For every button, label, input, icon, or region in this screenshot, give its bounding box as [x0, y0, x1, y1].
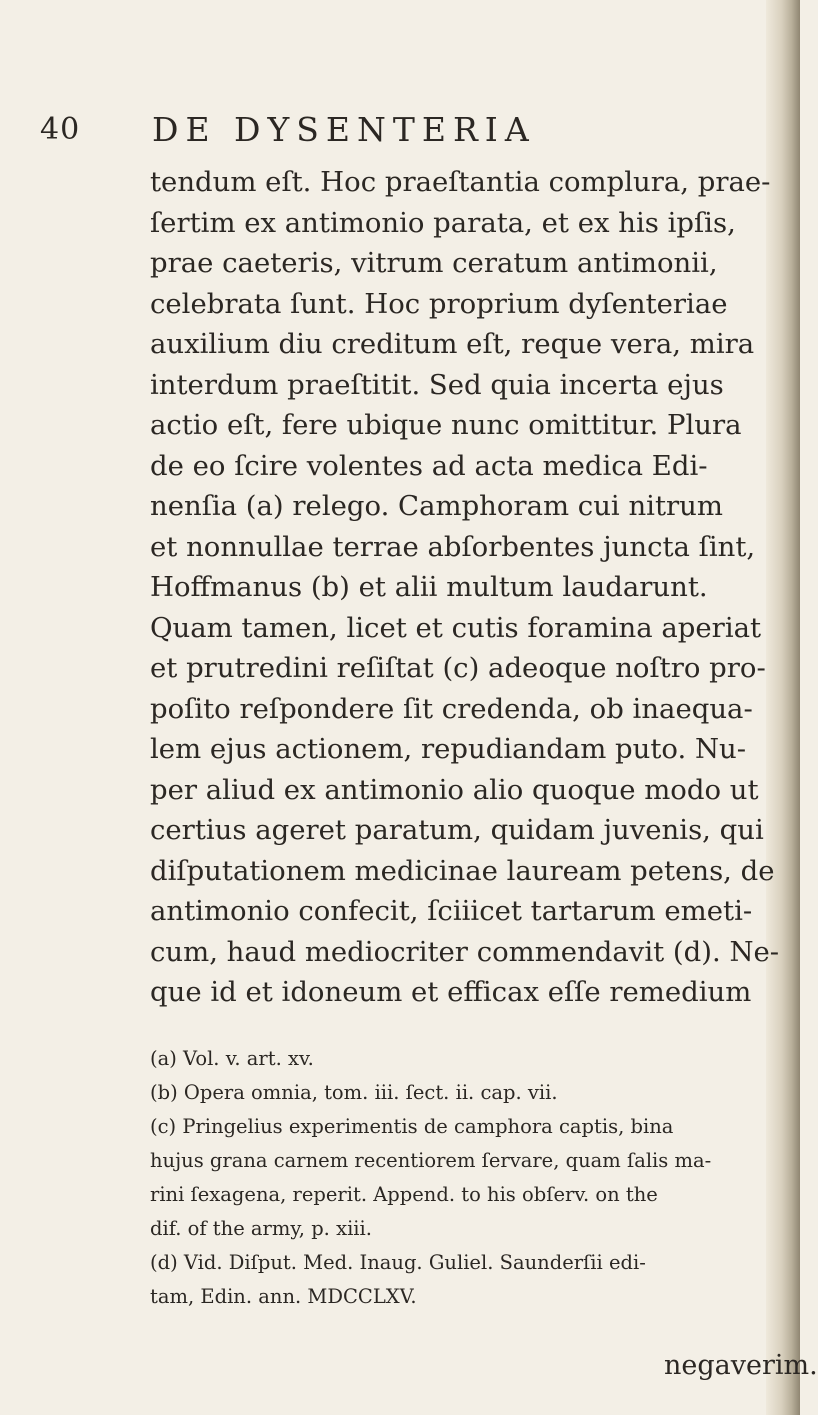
body-line: celebrata ſunt. Hoc proprium dyſenteriae	[150, 287, 728, 320]
body-line: Hoffmanus (b) et alii multum laudarunt.	[150, 571, 708, 603]
footnote-line: (d) Vid. Diſput. Med. Inaug. Guliel. Saunderſii edi-	[150, 1251, 646, 1274]
body-line: interdum praeſtitit. Sed quia incerta ejus	[150, 368, 724, 401]
body-line: et nonnullae terrae abſorbentes juncta ſint,	[150, 530, 756, 563]
body-line: ſertim ex antimonio parata, et ex his ipſis,	[150, 206, 736, 239]
body-line: cum, haud mediocriter commendavit (d). Ne-	[150, 935, 780, 968]
body-line: tendum eſt. Hoc praeſtantia complura, prae-	[150, 166, 771, 198]
body-line: prae caeteris, vitrum ceratum antimonii,	[150, 247, 718, 279]
body-line: auxilium diu creditum eſt, reque vera, mira	[150, 328, 755, 360]
footnote-line: (c) Pringelius experimentis de camphora captis, bina	[150, 1115, 674, 1138]
body-line: et prutredini reſiſtat (c) adeoque noſtro pro-	[150, 652, 766, 684]
body-line: diſputationem medicinae lauream petens, de	[150, 854, 775, 887]
footnotes	[150, 1042, 780, 1314]
running-head: DE DYSENTERIA	[152, 110, 536, 149]
body-line: que id et idoneum et efficax eſſe remedium	[150, 976, 752, 1008]
body-line: poſito reſpondere ſit credenda, ob inaequa-	[150, 692, 753, 725]
footnote-line: (a) Vol. v. art. xv.	[150, 1047, 314, 1070]
catchword: negaverim.	[664, 1350, 818, 1381]
body-line: antimonio confecit, ſciiicet tartarum emeti-	[150, 895, 753, 927]
body-line: per aliud ex antimonio alio quoque modo ut	[150, 773, 759, 806]
footnote-line: hujus grana carnem recentiorem ſervare, quam ſalis ma-	[150, 1149, 712, 1172]
body-line: actio eſt, fere ubique nunc omittitur. Plura	[150, 409, 742, 441]
footnote-line: tam, Edin. ann. MDCCLXV.	[150, 1285, 417, 1308]
body-line: certius ageret paratum, quidam juvenis, qui	[150, 814, 764, 846]
body-text	[150, 162, 780, 1013]
footnote-line: (b) Opera omnia, tom. iii. ſect. ii. cap. vii.	[150, 1081, 558, 1104]
body-line: de eo ſcire volentes ad acta medica Edi-	[150, 449, 708, 482]
body-line: nenſia (a) relego. Camphoram cui nitrum	[150, 490, 723, 522]
body-line: lem ejus actionem, repudiandam puto. Nu-	[150, 733, 747, 765]
footnote-line: rini ſexagena, reperit. Append. to his obſerv. on the	[150, 1183, 658, 1206]
footnote-line: dif. of the army, p. xiii.	[150, 1217, 372, 1240]
page-number: 40	[40, 112, 81, 147]
body-line: Quam tamen, licet et cutis foramina aperiat	[150, 611, 762, 644]
